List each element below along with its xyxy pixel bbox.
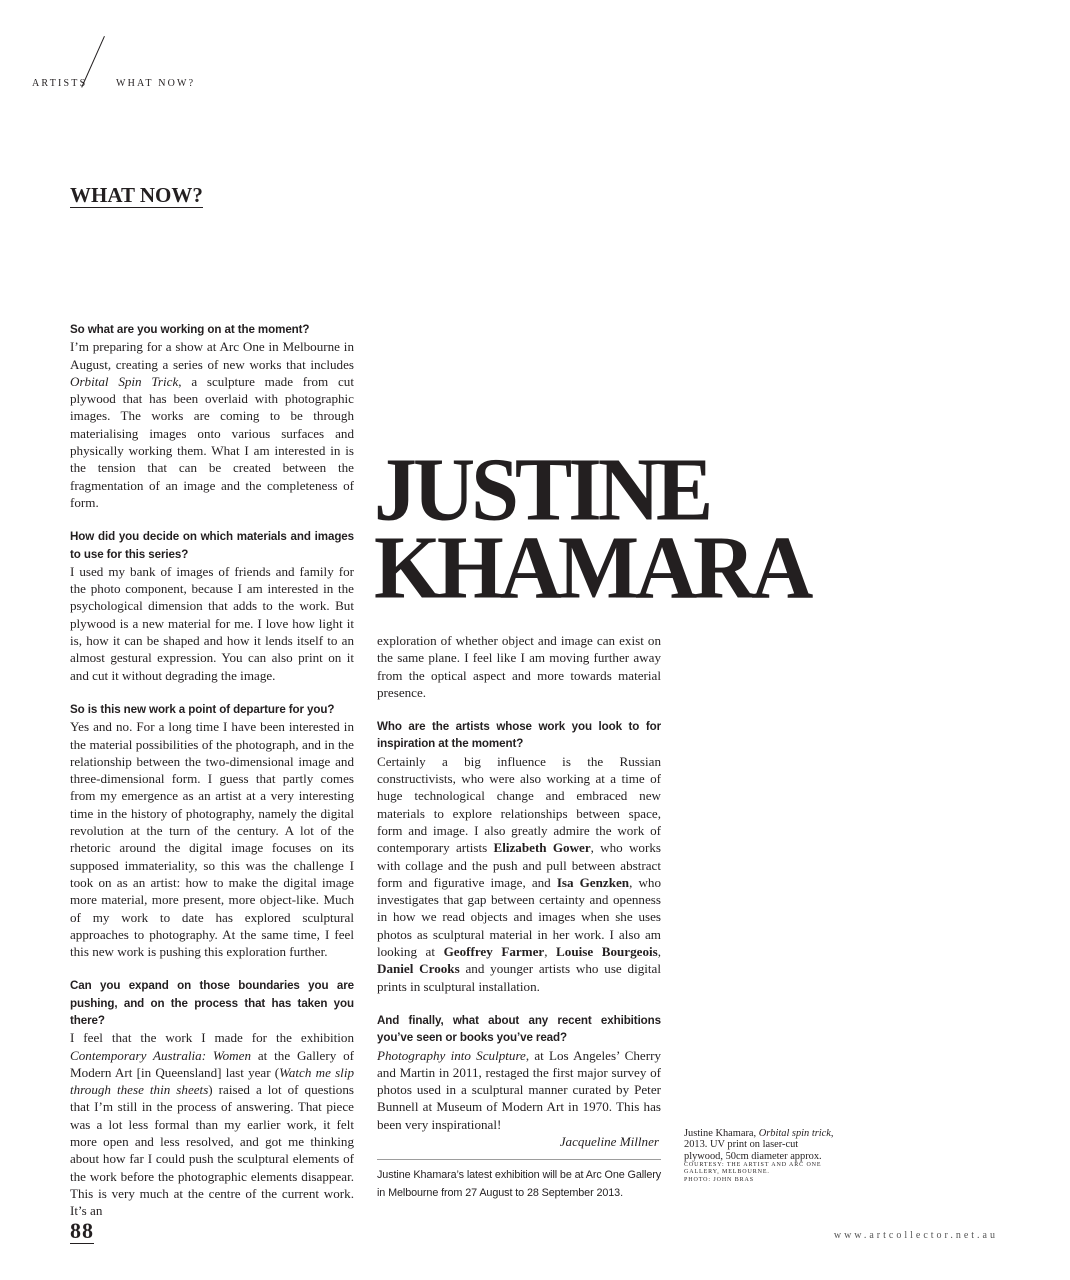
question-3: So is this new work a point of departure for you? <box>70 702 335 716</box>
running-head-subsection: WHAT NOW? <box>116 78 196 89</box>
answer-4-continued: exploration of whether object and image can exist on the same plane. I feel like I am moving further away from the optical aspect and more towards material presence. <box>377 633 661 700</box>
question-4: Can you expand on those boundaries you are pushing, and on the process that has taken you there? <box>70 979 354 1027</box>
running-head-section: ARTISTS <box>32 78 88 89</box>
page-number: 88 <box>70 1218 94 1243</box>
left-column <box>70 321 354 1220</box>
caption-credit: COURTESY: THE ARTIST AND ARC ONE GALLERY, MELBOURNE. PHOTO: JOHN BRAS <box>684 1162 822 1183</box>
question-1: So what are you working on at the moment? <box>70 323 310 336</box>
answer-1: I’m preparing for a show at Arc One in Melbourne in August, creating a series of new works that includes Orbital Spin Trick, a sculpture made from cut plywood that has been overlaid with photographic images. The works are coming to be through materialising images onto various surfaces and physically working them. What I am interested in is the tension that can be created between the fragmentation of an image and the completeness of form. <box>70 339 354 510</box>
answer-2: I used my bank of images of friends and family for the photo component, because I am interested in the psychological dimension that adds to the work. But plywood is a new material for me. I love how light it is, how it can be shaped and how it lends itself to an almost gestural expression. You can also print on it and cut it without degrading the image. <box>70 563 354 683</box>
section-title: WHAT NOW? <box>70 183 203 207</box>
question-5: Who are the artists whose work you look to for inspiration at the moment? <box>377 720 661 751</box>
image-caption <box>684 1128 834 1184</box>
website-url[interactable]: www.artcollector.net.au <box>833 1230 998 1241</box>
caption-text: Justine Khamara, Orbital spin trick, 2013. UV print on laser-cut plywood, 50cm diameter approx. <box>684 1128 834 1162</box>
question-6: And finally, what about any recent exhibitions you’ve seen or books you’ve read? <box>377 1013 661 1045</box>
note-divider <box>377 1159 661 1160</box>
exhibition-note: Justine Khamara’s latest exhibition will be at Arc One Gallery in Melbourne from 27 August to 28 September 2013. <box>377 1169 662 1199</box>
author-byline: Jacqueline Millner <box>559 1134 659 1150</box>
middle-column <box>377 632 661 1150</box>
question-2: How did you decide on which materials and images to use for this series? <box>70 530 354 561</box>
answer-3: Yes and no. For a long time I have been interested in the material possibilities of the photograph, and in the relationship between the two-dimensional image and three-dimensional form. I guess that partly comes from my emergence as an artist at a very interesting time in the history of photography, namely the digital revolution at the turn of the century. A lot of the rhetoric around the digital image focuses on its supposed immateriality, so this was the challenge I took on as an artist: how to make the digital image more material, more present, more object-like. Much of my work to date has explored sculptural approaches to photography. At the same time, I feel this new work is pushing this exploration further. <box>70 719 354 960</box>
artist-name-last: KHAMARA <box>374 516 810 618</box>
answer-4: I feel that the work I made for the exhibition Contemporary Australia: Women at the Gallery of Modern Art [in Queensland] last year (Watch me slip through these thin sheets) raised a lot of questions that I’m still in the process of answering. That piece was a lot less formal than my earlier work, it felt more open and less resolved, and got me thinking about how far I could push the sculptural elements of the work before the photographic elements disappear. This is very much at the centre of the current work. It’s an <box>70 1030 354 1219</box>
answer-6: Photography into Sculpture, at Los Angeles’ Cherry and Martin in 2011, restaged the first major survey of photos used in a sculptural manner curated by Peter Bunnell at Museum of Modern Art in 1970. This has been very inspirational! <box>377 1047 661 1132</box>
answer-5: Certainly a big influence is the Russian constructivists, who were also working at a time of huge technological change and embraced new materials to explore relationships between space, form and image. I also greatly admire the work of contemporary artists Elizabeth Gower, who works with collage and the push and pull between abstract form and figurative image, and Isa Genzken, who investigates that gap between certainty and openness in how we read objects and images when she uses photos as sculptural material in her work. I also am looking at Geoffrey Farmer, Louise Bourgeois, Daniel Crooks and younger artists who use digital prints in sculptural installation. <box>377 753 662 994</box>
artist-name-first: JUSTINE <box>374 438 710 540</box>
